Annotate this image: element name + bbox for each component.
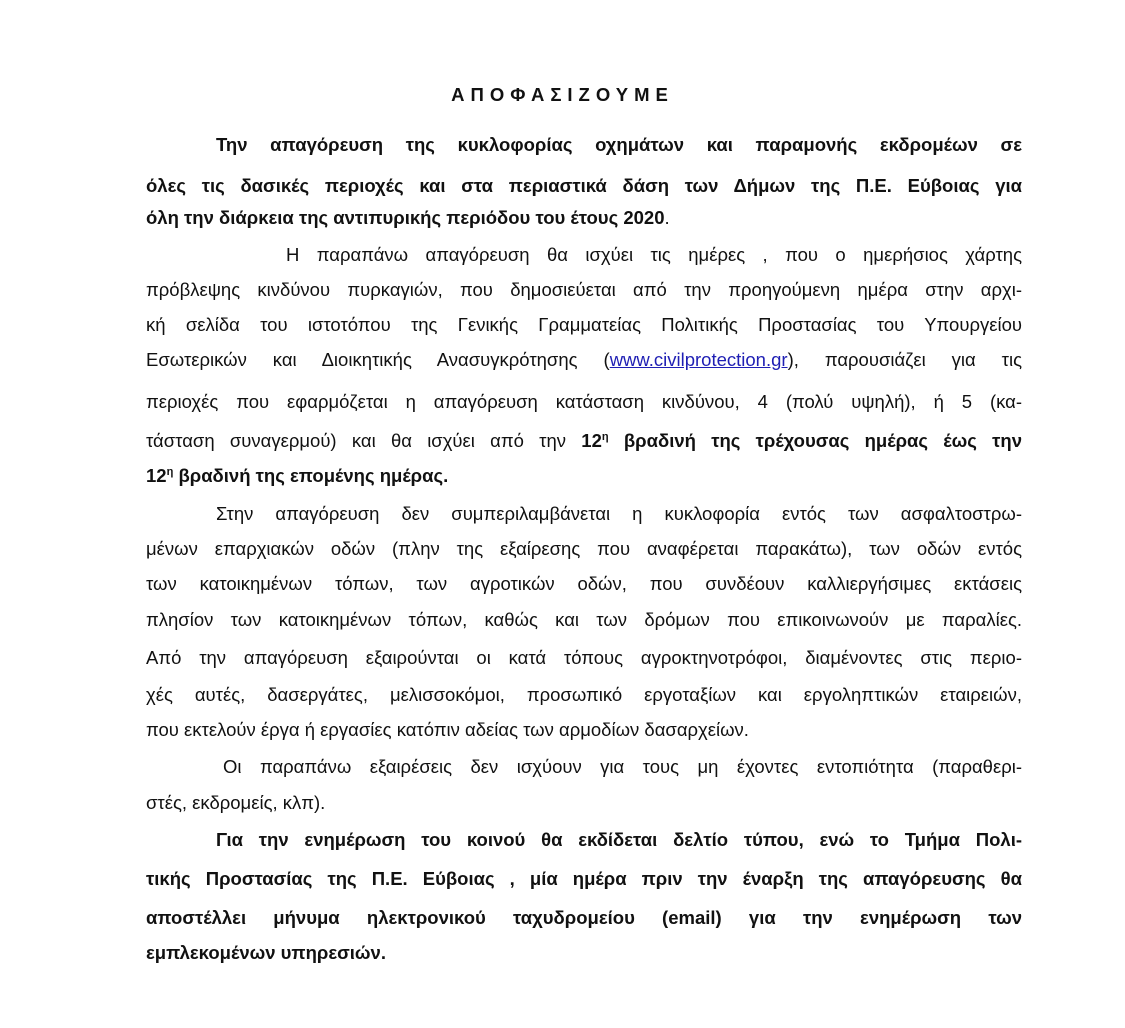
text-line: Από την απαγόρευση εξαιρούνται οι κατά τόπους αγροκτηνοτρόφοι, διαμένοντες στις περιο- bbox=[146, 647, 1022, 668]
text-line: περιοχές που εφαρμόζεται η απαγόρευση κατάσταση κινδύνου, 4 (πολύ υψηλή), ή 5 (κα- bbox=[146, 391, 1022, 412]
text-line bbox=[146, 423, 1022, 458]
text-line: στές, εκδρομείς, κλπ). bbox=[146, 792, 326, 813]
text-span bbox=[581, 430, 1022, 451]
text-line: τικής Προστασίας της Π.Ε. Εύβοιας , μία ημέρα πριν την έναρξη της απαγόρευσης θα bbox=[146, 868, 1022, 889]
text-line: αποστέλλει μήνυμα ηλεκτρονικού ταχυδρομείου (email) για την ενημέρωση των bbox=[146, 907, 1022, 928]
text-line bbox=[146, 458, 1022, 493]
text-line: Για την ενημέρωση του κοινού θα εκδίδεται δελτίο τύπου, ενώ το Τμήμα Πολι- bbox=[216, 829, 1022, 850]
text-span: όλη την διάρκεια της αντιπυρικής περιόδου του έτους 2020 bbox=[146, 207, 665, 228]
text-span: βραδινή της επομένης ημέρας. bbox=[173, 465, 449, 486]
text-span: βραδινή της τρέχουσας ημέρας έως την bbox=[608, 430, 1023, 451]
superscript: η bbox=[166, 465, 174, 478]
text-line: Την απαγόρευση της κυκλοφορίας οχημάτων και παραμονής εκδρομέων σε bbox=[216, 134, 1022, 155]
text-line: των κατοικημένων τόπων, των αγροτικών οδών, που συνδέουν καλλιεργήσιμες εκτάσεις bbox=[146, 573, 1022, 594]
text-line: πρόβλεψης κινδύνου πυρκαγιών, που δημοσιεύεται από την προηγούμενη ημέρα στην αρχι- bbox=[146, 279, 1022, 300]
text-line: εμπλεκομένων υπηρεσιών. bbox=[146, 942, 386, 963]
superscript: η bbox=[601, 430, 609, 443]
text-line: που εκτελούν έργα ή εργασίες κατόπιν αδείας των αρμοδίων δασαρχείων. bbox=[146, 719, 749, 740]
text-span: . bbox=[664, 207, 670, 228]
text-span: ), παρουσιάζει για τις bbox=[787, 349, 1023, 370]
text-line: όλες τις δασικές περιοχές και στα περιαστικά δάση των Δήμων της Π.Ε. Εύβοιας για bbox=[146, 175, 1022, 196]
text-span: 12 bbox=[146, 465, 167, 486]
text-line: Η παραπάνω απαγόρευση θα ισχύει τις ημέρες , που ο ημερήσιος χάρτης bbox=[286, 244, 1022, 265]
text-line: χές αυτές, δασεργάτες, μελισσοκόμοι, προσωπικό εργοταξίων και εργοληπτικών εταιρειών, bbox=[146, 684, 1022, 705]
document-heading: ΑΠΟΦΑΣΙΖΟΥΜΕ bbox=[451, 84, 674, 105]
text-line: μένων επαρχιακών οδών (πλην της εξαίρεσης που αναφέρεται παρακάτω), των οδών εντός bbox=[146, 538, 1022, 559]
text-line bbox=[146, 200, 1022, 235]
text-span: τάσταση συναγερμού) και θα ισχύει από την bbox=[146, 430, 582, 451]
text-line: Οι παραπάνω εξαιρέσεις δεν ισχύουν για τους μη έχοντες εντοπιότητα (παραθερι- bbox=[223, 756, 1022, 777]
civilprotection-link[interactable]: www.civilprotection.gr bbox=[609, 349, 788, 370]
text-line bbox=[146, 342, 1022, 377]
text-span: 12 bbox=[581, 430, 602, 451]
text-line: πλησίον των κατοικημένων τόπων, καθώς και των δρόμων που επικοινωνούν με παραλίες. bbox=[146, 609, 1022, 630]
text-line: Στην απαγόρευση δεν συμπεριλαμβάνεται η κυκλοφορία εντός των ασφαλτοστρω- bbox=[216, 503, 1022, 524]
text-span: Εσωτερικών και Διοικητικής Ανασυγκρότησης ( bbox=[146, 349, 610, 370]
text-line: κή σελίδα του ιστοτόπου της Γενικής Γραμματείας Πολιτικής Προστασίας του Υπουργείου bbox=[146, 314, 1022, 335]
